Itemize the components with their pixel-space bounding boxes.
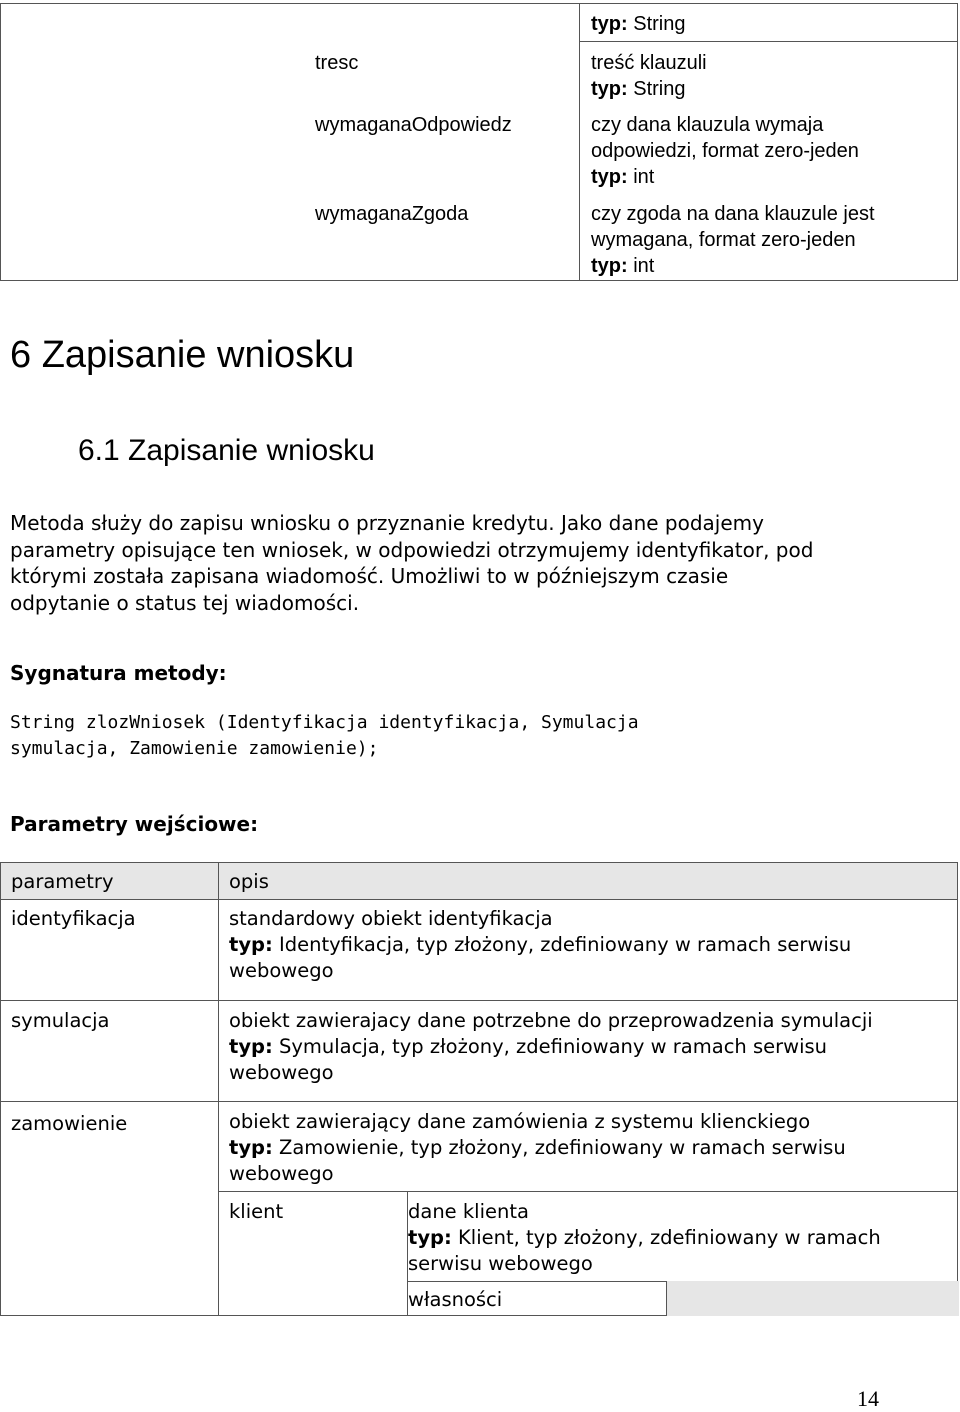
attr-desc-wymaganaodpowiedz: czy dana klauzula wymaja odpowiedzi, format zero-jeden typ: int — [591, 114, 859, 188]
page-number: 14 — [857, 1386, 879, 1411]
method-signature: String zlozWniosek (Identyfikacja identyfikacja, Symulacja symulacja, Zamowienie zamowienie); — [10, 712, 639, 759]
column-divider — [579, 4, 580, 280]
row-divider — [1, 1101, 957, 1102]
header-opis: opis — [229, 870, 269, 893]
params-table — [0, 862, 958, 1316]
nested-props-value-cell — [666, 1281, 959, 1316]
param-name-symulacja: symulacja — [11, 1009, 110, 1032]
header-type-line: typ: String — [591, 13, 686, 35]
params-table-header — [1, 863, 957, 900]
attr-name-wymaganaodpowiedz: wymaganaOdpowiedz — [315, 114, 512, 136]
attr-name-wymaganazgoda: wymaganaZgoda — [315, 203, 469, 225]
sub-param-desc-klient: dane klienta typ: Klient, typ złożony, zdefiniowany w ramach serwisu webowego — [408, 1200, 881, 1275]
param-desc-identyfikacja: standardowy obiekt identyfikacja typ: Identyfikacja, typ złożony, zdefiniowany w ramach serwisu webowego — [229, 907, 852, 982]
param-name-identyfikacja: identyfikacja — [11, 907, 136, 930]
header-parametry: parametry — [11, 870, 114, 893]
params-heading: Parametry wejściowe: — [10, 812, 259, 836]
attributes-table — [0, 3, 958, 281]
description-paragraph: Metoda służy do zapisu wniosku o przyznanie kredytu. Jako dane podajemy parametry opisujące ten wniosek, w odpowiedzi otrzymujemy identyfikator, pod którymi została zapisana wiadomość. Umożliwi to w późniejszym czasie odpytanie o status tej wiadomości. — [10, 511, 814, 615]
sub-props-label: własności — [408, 1288, 503, 1311]
section-heading: 6 Zapisanie wniosku — [10, 334, 355, 376]
signature-heading: Sygnatura metody: — [10, 661, 227, 685]
subsection-heading: 6.1 Zapisanie wniosku — [78, 434, 375, 467]
attr-desc-wymaganazgoda: czy zgoda na dana klauzule jest wymagana, format zero-jeden typ: int — [591, 203, 875, 277]
attr-name-tresc: tresc — [315, 52, 359, 74]
sub-param-name-klient: klient — [229, 1200, 284, 1223]
attr-desc-tresc: treść klauzuli typ: String — [591, 52, 707, 100]
row-divider — [1, 1000, 957, 1001]
param-desc-symulacja: obiekt zawierajacy dane potrzebne do przeprowadzenia symulacji typ: Symulacja, typ złożony, zdefiniowany w ramach serwisu webowego — [229, 1009, 873, 1084]
param-name-zamowienie: zamowienie — [11, 1112, 128, 1135]
row-divider — [579, 41, 957, 42]
param-desc-zamowienie: obiekt zawierający dane zamówienia z systemu klienckiego typ: Zamowienie, typ złożony, zdefiniowany w ramach serwisu webowego — [229, 1110, 846, 1185]
